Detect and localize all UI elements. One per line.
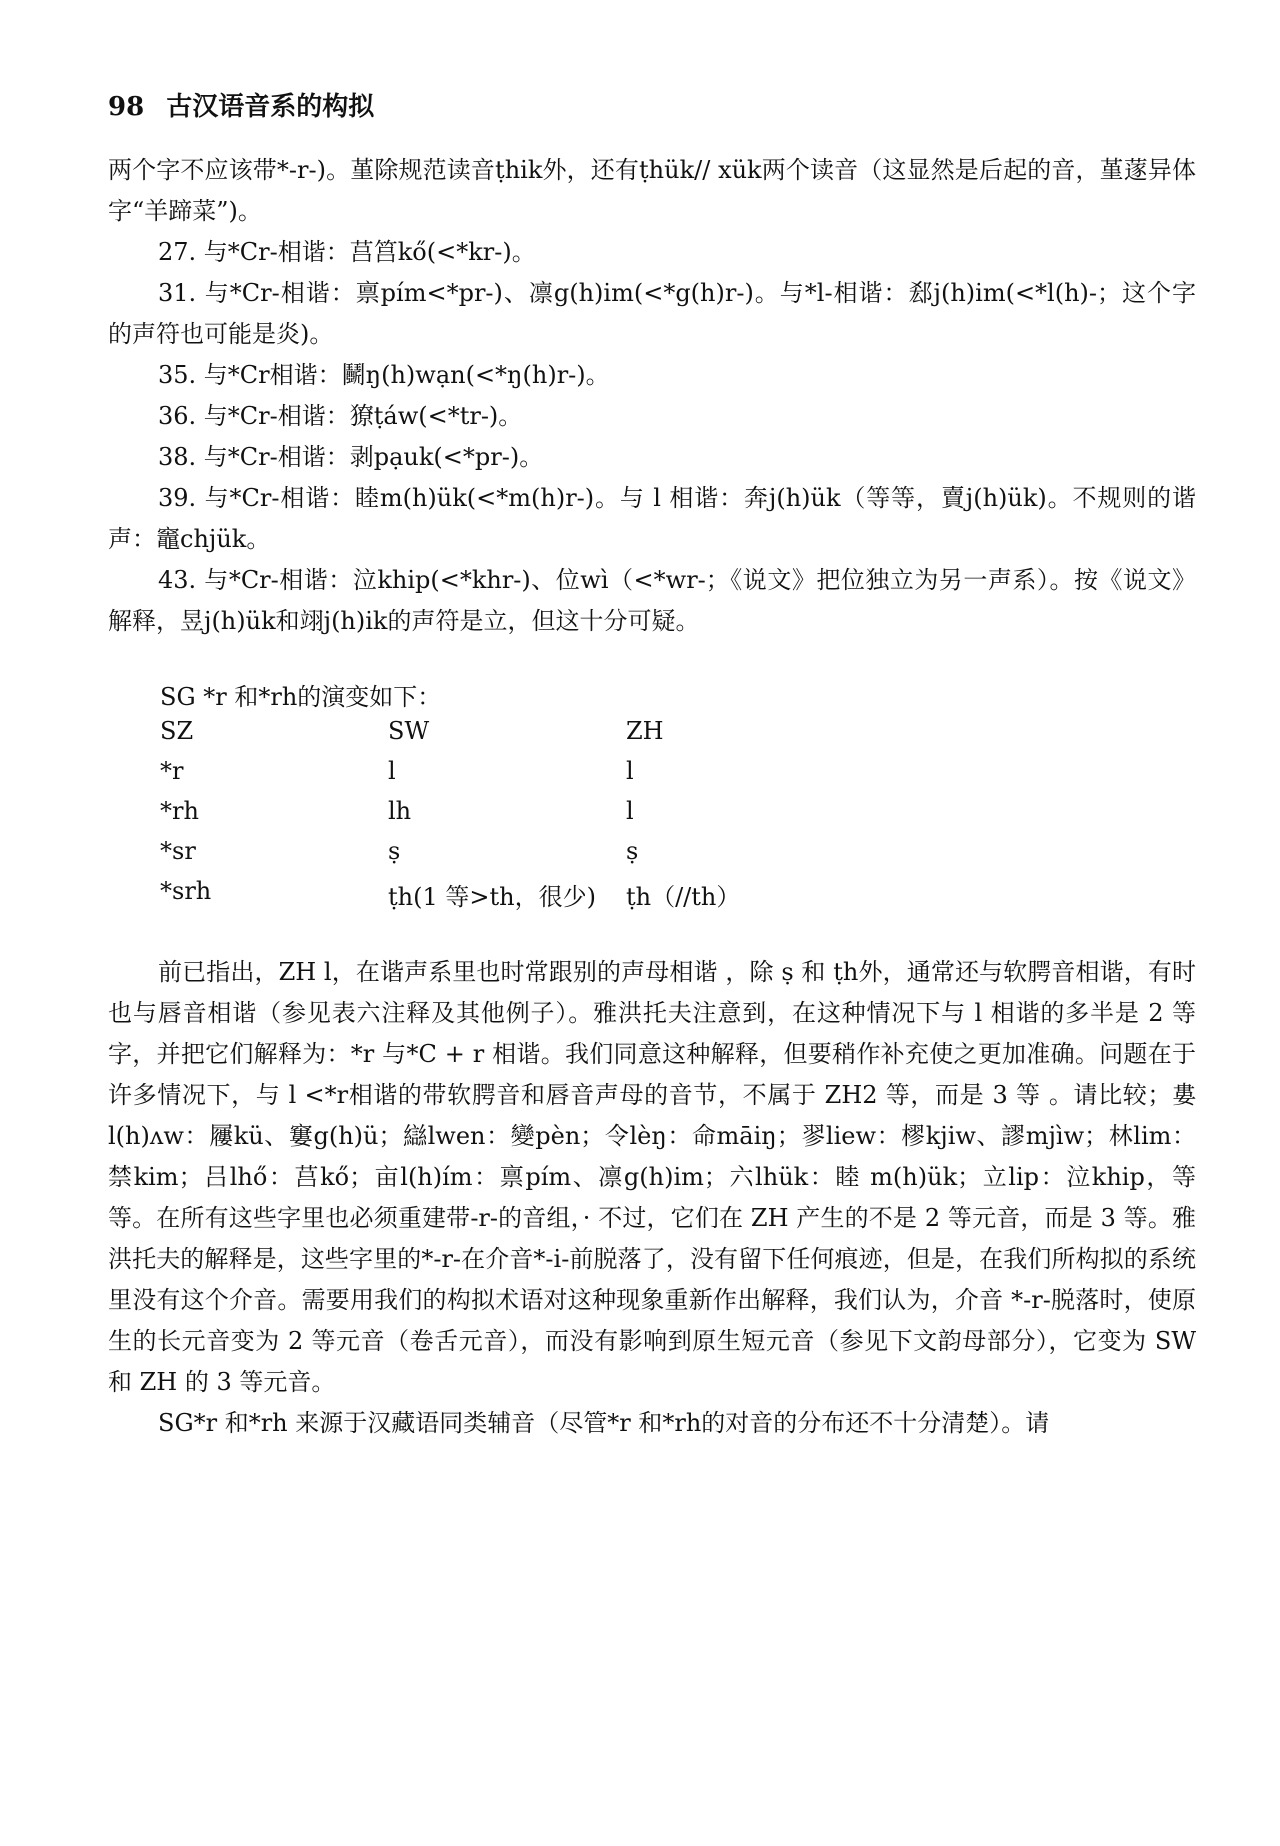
book-title: 古汉语音系的构拟 bbox=[166, 92, 375, 122]
note-38: 38. 与*Cr-相谐：剥pạuk(<*pr-)。 bbox=[158, 443, 544, 471]
note-39: 39. 与*Cr-相谐：睦m(h)ük(<*m(h)r-)。与 l 相谐：奔j(h)ük（等等，賣j(h)ük)。不规则的谐声：竈chjük。 bbox=[108, 484, 1196, 553]
table-cell: l bbox=[626, 757, 634, 785]
table-cell: *sr bbox=[160, 837, 196, 865]
table-header-sw: SW bbox=[388, 717, 430, 745]
paragraph-final: SG*r 和*rh 来源于汉藏语同类辅音（尽管*r 和*rh的对音的分布还不十分清楚）。请 bbox=[158, 1409, 1050, 1437]
paragraph-main: 前已指出，ZH l，在谐声系里也时常跟别的声母相谐 ，除 ṣ 和 ṭh外，通常还与软腭音相谐，有时也与唇音相谐（参见表六注释及其他例子）。雅洪托夫注意到，在这种情况下与 l 相谐的多半是 2 等字，并把它们解释为：*r 与*C + r 相谐。我们同意这种解释，但要稍作补充使之更加准确。问题在于许多情况下，与 l <*r相谐的带软腭音和唇音声母的音节，不属于 ZH2 等，而是 3 等 。请比较；婁l(h)ʌw：屨kü、窶g(h)ü；䜌lwen：變pèn；令lèŋ：命māiŋ；翏liew：樛kjiw、謬mjìw；林lim：禁kim；吕lhő：莒kő；亩l(h)ím：禀pím、凛g(h)im；六lhük：睦 m(h)ük；立lip：泣khip，等等。在所有这些字里也必须重建带-r-的音组，· 不过，它们在 ZH 产生的不是 2 等元音，而是 3 等。雅洪托夫的解释是，这些字里的*-r-在介音*-i-前脱落了，没有留下任何痕迹，但是，在我们所构拟的系统里没有这个介音。需要用我们的构拟术语对这种现象重新作出解释，我们认为，介音 *-r-脱落时，使原生的长元音变为 2 等元音（卷舌元音），而没有影响到原生短元音（参见下文韵母部分），它变为 SW 和 ZH 的 3 等元音。 bbox=[108, 958, 1196, 1396]
table-cell: *r bbox=[160, 757, 184, 785]
table-cell: ṭh(1 等>th，很少) bbox=[388, 883, 596, 911]
table-row bbox=[160, 757, 1060, 797]
table-header-zh: ZH bbox=[626, 717, 664, 745]
main-body bbox=[108, 952, 1196, 1444]
table-cell: *srh bbox=[160, 877, 212, 905]
note-31: 31. 与*Cr-相谐：禀pím<*pr-)、凛g(h)im(<*g(h)r-)。与*l-相谐：郄j(h)im(<*l(h)-；这个字的声符也可能是炎)。 bbox=[108, 279, 1196, 348]
table-cell: l bbox=[626, 797, 634, 825]
table-cell: ṭh（//th） bbox=[626, 883, 741, 911]
table-row bbox=[160, 837, 1060, 877]
note-35: 35. 与*Cr相谐：鬭ŋ(h)wạn(<*ŋ(h)r-)。 bbox=[158, 361, 610, 389]
note-27: 27. 与*Cr-相谐：莒筥kő(<*kr-)。 bbox=[158, 238, 536, 266]
note-43: 43. 与*Cr-相谐：泣khip(<*khr-)、位wì（<*wr-；《说文》把位独立为另一声系）。按《说文》解释，昱j(h)ük和翊j(h)ik的声符是立，但这十分可疑。 bbox=[108, 566, 1196, 635]
note-36: 36. 与*Cr-相谐：獠ṭáw(<*tr-)。 bbox=[158, 402, 523, 430]
table-cell: *rh bbox=[160, 797, 199, 825]
table-cell: l bbox=[388, 757, 396, 785]
table-row bbox=[160, 877, 1060, 917]
table-header-sz: SZ bbox=[160, 717, 194, 745]
note-continuation: 两个字不应该带*-r-)。堇除规范读音ṭhik外，还有ṭhük// xük两个读音（这显然是后起的音，堇蓫异体字“羊蹄菜”)。 bbox=[108, 156, 1196, 225]
table-row bbox=[160, 797, 1060, 837]
notes-block bbox=[108, 150, 1196, 642]
table-title: SG *r 和*rh的演变如下： bbox=[160, 683, 442, 711]
page-number: 98 bbox=[108, 92, 145, 122]
table-cell: lh bbox=[388, 797, 412, 825]
table-header-row bbox=[160, 717, 1060, 757]
page-header bbox=[108, 86, 374, 123]
table-cell: ṣ bbox=[388, 837, 401, 865]
table-cell: ṣ bbox=[626, 837, 639, 865]
